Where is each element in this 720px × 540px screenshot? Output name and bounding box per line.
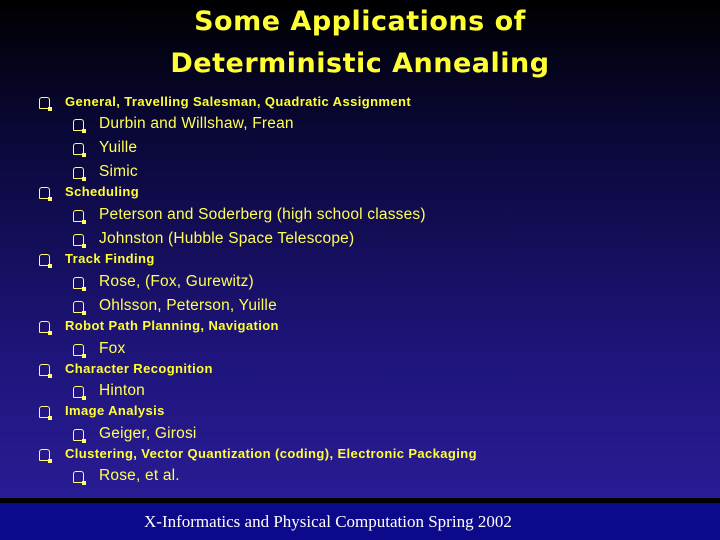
slide-title-line-1: Some Applications of (194, 6, 526, 37)
square-bullet-icon (39, 254, 50, 266)
square-bullet-icon (73, 143, 84, 155)
square-bullet-icon (73, 210, 84, 222)
slide-title-line-2: Deterministic Annealing (170, 48, 550, 79)
square-bullet-icon (39, 97, 50, 109)
square-bullet-icon (39, 364, 50, 376)
square-bullet-icon (39, 406, 50, 418)
square-bullet-icon (73, 471, 84, 483)
square-bullet-icon (73, 119, 84, 131)
square-bullet-icon (73, 344, 84, 356)
square-bullet-icon (73, 277, 84, 289)
square-bullet-icon (73, 234, 84, 246)
square-bullet-icon (73, 386, 84, 398)
square-bullet-icon (73, 167, 84, 179)
footer-text: X-Informatics and Physical Computation Spring 2002 (144, 512, 512, 531)
footer-bar (0, 503, 720, 540)
square-bullet-icon (39, 321, 50, 333)
square-bullet-icon (73, 429, 84, 441)
square-bullet-icon (73, 301, 84, 313)
square-bullet-icon (39, 449, 50, 461)
square-bullet-icon (39, 187, 50, 199)
